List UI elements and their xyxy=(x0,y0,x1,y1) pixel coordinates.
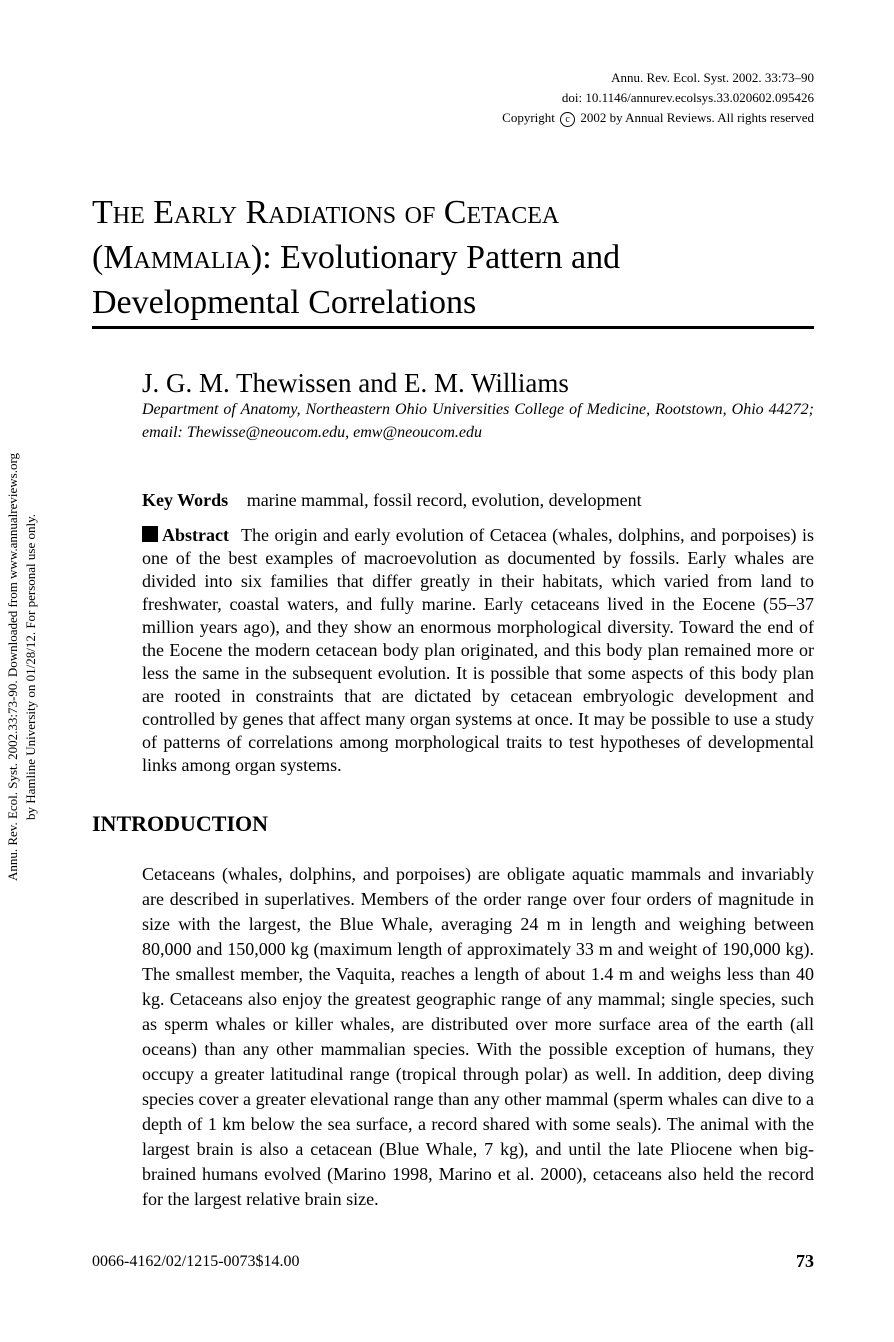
abstract xyxy=(142,524,814,777)
page-number: 73 xyxy=(796,1251,814,1271)
copyright-prefix: Copyright xyxy=(502,110,555,125)
journal-header xyxy=(502,68,814,128)
download-watermark xyxy=(4,387,40,947)
copyright-text: 2002 by Annual Reviews. All rights reserved xyxy=(580,110,814,125)
copyright-icon: c xyxy=(560,112,575,127)
article-title xyxy=(92,190,814,325)
keywords-text: marine mammal, fossil record, evolution, development xyxy=(246,490,642,510)
doi-line: doi: 10.1146/annurev.ecolsys.33.020602.095426 xyxy=(561,90,814,105)
introduction-paragraph: Cetaceans (whales, dolphins, and porpoises) are obligate aquatic mammals and invariably are described in superlatives. Members of the order range over four orders of magnitude in size with the largest, the Blue Whale, averaging 24 m in length and weighing between 80,000 and 150,000 kg (maximum length of approximately 33 m and weight of 190,000 kg). The smallest member, the Vaquita, reaches a length of about 1.4 m and weighs less than 40 kg. Cetaceans also enjoy the greatest geographic range of any mammal; single species, such as sperm whales or killer whales, are distributed over more surface area of the earth (all oceans) than any other mammalian species. With the possible exception of humans, they occupy a greater latitudinal range (tropical through polar) as well. In addition, deep diving species cover a greater elevational range than any other mammal (sperm whales can dive to a depth of 1 km below the sea surface, a record shared with some seals). The animal with the largest brain is also a cetacean (Blue Whale, 7 kg), and until the late Pliocene when big-brained humans evolved (Marino 1998, Marino et al. 2000), cetaceans also held the record for the largest relative brain size. xyxy=(142,864,814,1209)
title-line-2-rest: Evolutionary Pattern and xyxy=(280,239,621,276)
title-line-1: The Early Radiations of Cetacea xyxy=(92,194,560,231)
authors: J. G. M. Thewissen and E. M. Williams xyxy=(142,368,569,398)
abstract-label: Abstract xyxy=(162,525,229,545)
download-line-2: by Hamline University on 01/28/12. For personal use only. xyxy=(23,513,38,821)
keywords-label: Key Words xyxy=(142,490,229,510)
keywords xyxy=(142,488,642,512)
copyright-line xyxy=(502,108,814,128)
title-divider xyxy=(92,326,814,329)
affiliation: Department of Anatomy, Northeastern Ohio Universities College of Medicine, Rootstown, Ohio 44272; email: Thewisse@neoucom.edu, emw@neoucom.edu xyxy=(142,401,814,441)
abstract-square-icon xyxy=(142,526,158,542)
journal-citation: Annu. Rev. Ecol. Syst. 2002. 33:73–90 xyxy=(611,70,814,85)
title-line-2-smallcaps: (Mammalia): xyxy=(92,239,272,276)
section-heading-introduction: INTRODUCTION xyxy=(92,811,269,836)
title-line-3: Developmental Correlations xyxy=(92,284,477,321)
abstract-text: The origin and early evolution of Cetacea (whales, dolphins, and porpoises) is one of the best examples of macroevolution as documented by fossils. Early whales are divided into six families that differ greatly in their habitats, which varied from land to freshwater, coastal waters, and fully marine. Early cetaceans lived in the Eocene (55–37 million years ago), and they show an enormous morphological diversity. Toward the end of the Eocene the modern cetacean body plan originated, and this body plan remained more or less the same in the subsequent evolution. It is possible that some aspects of this body plan are rooted in constraints that are dictated by cetacean embryologic development and controlled by genes that affect many organ systems at once. It may be possible to use a study of patterns of correlations among morphological traits to test hypotheses of developmental links among organ systems. xyxy=(142,525,814,775)
article-code: 0066-4162/02/1215-0073$14.00 xyxy=(92,1253,300,1270)
download-line-1: Annu. Rev. Ecol. Syst. 2002.33:73-90. Downloaded from www.annualreviews.org xyxy=(5,452,20,882)
